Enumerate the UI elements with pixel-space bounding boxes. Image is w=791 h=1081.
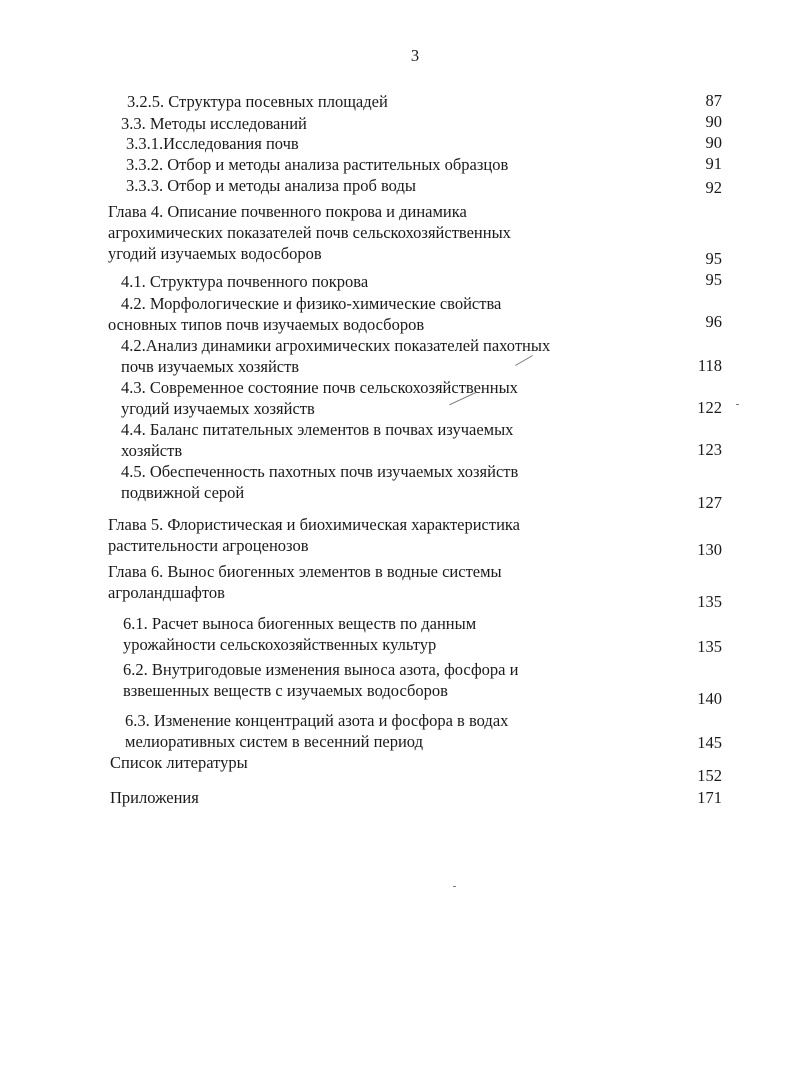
toc-entry-title: растительности агроценозов xyxy=(108,536,309,555)
toc-entry-page: 91 xyxy=(705,154,722,173)
toc-entry-title: взвешенных веществ с изучаемых водосборов xyxy=(123,681,448,700)
toc-entry-title: почв изучаемых хозяйств xyxy=(121,357,300,376)
toc-entry-title: угодий изучаемых хозяйств xyxy=(121,399,315,418)
toc-entry-title: 4.4. Баланс питательных элементов в почвах изучаемых xyxy=(121,420,514,439)
scan-mark xyxy=(453,886,456,887)
scan-mark xyxy=(736,404,739,405)
toc-entry-page: 122 xyxy=(697,398,722,417)
toc-entry-title: 3.3.1.Исследования почв xyxy=(126,134,299,153)
toc-entry-title: урожайности сельскохозяйственных культур xyxy=(123,635,437,654)
toc-entry-page: 95 xyxy=(705,270,722,289)
toc-entry-page: 152 xyxy=(697,766,722,785)
toc-entry-page: 140 xyxy=(697,689,722,708)
toc-entry-title: подвижной серой xyxy=(121,483,245,502)
toc-entry-title: агроландшафтов xyxy=(108,583,225,602)
toc-entry-page: 95 xyxy=(705,249,722,268)
toc-entry-title: 4.1. Структура почвенного покрова xyxy=(121,272,369,291)
toc-entry-title: основных типов почв изучаемых водосборов xyxy=(108,315,425,334)
toc-entry-title: мелиоративных систем в весенний период xyxy=(125,732,423,751)
toc-entry-title: 3.3.3. Отбор и методы анализа проб воды xyxy=(126,176,416,195)
toc-entry-title: 4.2. Морфологические и физико-химические свойства xyxy=(121,294,502,313)
toc-entry-page: 87 xyxy=(705,91,722,110)
toc-entry-title: 3.3. Методы исследований xyxy=(121,114,307,133)
toc-entry-title: угодий изучаемых водосборов xyxy=(108,244,322,263)
toc-entry-title: Глава 4. Описание почвенного покрова и динамика xyxy=(108,202,467,221)
toc-entry-page: 92 xyxy=(705,178,722,197)
toc-entry-page: 123 xyxy=(697,440,722,459)
toc-entry-page: 127 xyxy=(697,493,722,512)
toc-entry-title: 3.3.2. Отбор и методы анализа растительных образцов xyxy=(126,155,509,174)
toc-entry-title: Список литературы xyxy=(110,753,248,772)
toc-entry-page: 90 xyxy=(705,133,722,152)
toc-entry-page: 118 xyxy=(697,356,722,375)
toc-entry-page: 90 xyxy=(705,112,722,131)
toc-entry-title: 4.2.Анализ динамики агрохимических показателей пахотных xyxy=(121,336,551,355)
toc-entry-page: 96 xyxy=(705,312,722,331)
toc-entry-title: Глава 6. Вынос биогенных элементов в водные системы xyxy=(108,562,502,581)
toc-entry-page: 135 xyxy=(697,637,722,656)
toc-entry-title: Глава 5. Флористическая и биохимическая характеристика xyxy=(108,515,521,534)
toc-entry-page: 145 xyxy=(697,733,722,752)
page-number: 3 xyxy=(410,46,420,65)
toc-entry-title: 4.3. Современное состояние почв сельскохозяйственных xyxy=(121,378,518,397)
toc-entry-title: 6.2. Внутригодовые изменения выноса азота, фосфора и xyxy=(123,660,519,679)
toc-entry-title: 3.2.5. Структура посевных площадей xyxy=(127,92,388,111)
toc-entry-title: 6.3. Изменение концентраций азота и фосфора в водах xyxy=(125,711,509,730)
toc-entry-page: 130 xyxy=(697,540,722,559)
toc-entry-page: 135 xyxy=(697,592,722,611)
toc-entry-title: 6.1. Расчет выноса биогенных веществ по данным xyxy=(123,614,477,633)
toc-entry-title: 4.5. Обеспеченность пахотных почв изучаемых хозяйств xyxy=(121,462,519,481)
toc-entry-title: агрохимических показателей почв сельскохозяйственных xyxy=(108,223,511,242)
toc-entry-title: хозяйств xyxy=(121,441,183,460)
toc-entry-title: Приложения xyxy=(110,788,199,807)
toc-entry-page: 171 xyxy=(697,788,722,807)
